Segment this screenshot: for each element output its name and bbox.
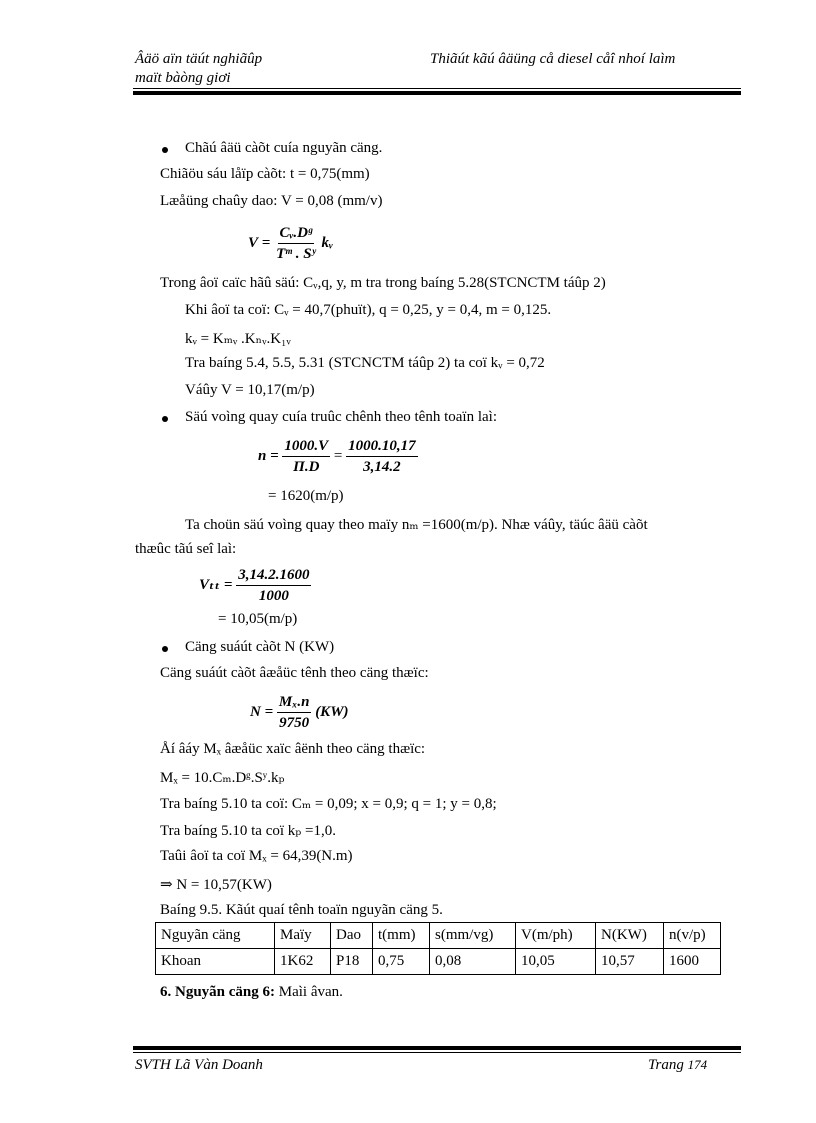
table-caption: Baíng 9.5. Kãút quaí tênh toaïn nguyãn cäng 5. [160, 902, 443, 918]
chosen-speed-line2: thæûc tãú seî laì: [135, 541, 237, 557]
footer-rule-thin [133, 1052, 741, 1053]
formula-velocity-denominator: Tᵐ . Sʸ [276, 246, 316, 262]
header-left-line2: maït bàòng giơi [135, 70, 231, 86]
formula-power-fraction [277, 693, 312, 732]
kp-value: Tra baíng 5.10 ta coï kₚ =1,0. [160, 823, 336, 839]
cutting-regime-title: Chãú âäü càõt cuía nguyãn cäng. [185, 140, 383, 156]
table-header-cell: Nguyãn cäng [156, 923, 275, 949]
table-header-cell: Dao [331, 923, 373, 949]
bullet-2 [162, 416, 168, 422]
footer-page-number: 174 [687, 1057, 708, 1072]
mx-intro: Åí âáy Mₓ âæåüc xaïc âënh theo cäng thæïc: [160, 741, 426, 757]
feed-rate: Læåüng chaûy dao: V = 0,08 (mm/v) [160, 193, 383, 209]
table-header-cell: N(KW) [596, 923, 664, 949]
speed-result: = 1620(m/p) [268, 488, 344, 504]
table-header-cell: V(m/ph) [516, 923, 596, 949]
table-cell: 0,08 [430, 949, 516, 975]
spindle-speed-title: Säú voìng quay cuía truûc chênh theo tênh toaïn laì: [185, 409, 497, 425]
table-header-cell: n(v/p) [664, 923, 721, 949]
formula-speed-fraction-2 [346, 437, 418, 476]
table-cell: P18 [331, 949, 373, 975]
power-value: ⇒ N = 10,57(KW) [160, 877, 272, 893]
table-cell: Khoan [156, 949, 275, 975]
formula-actual-velocity-lhs: Vₜₜ [199, 576, 221, 593]
results-table [155, 922, 721, 975]
formula-velocity-lhs: V [248, 234, 259, 251]
footer-page [648, 1057, 707, 1074]
formula-speed-fraction-1 [282, 437, 330, 476]
formula-power-unit: (KW) [315, 703, 349, 720]
power-intro: Cäng suáút càõt âæåüc tênh theo cäng thæïc: [160, 665, 429, 681]
formula-actual-velocity: Vₜₜ = $\frac{3,14.2.1600}{1000}$ [199, 567, 310, 604]
formula-velocity-tail: kᵥ [321, 234, 333, 251]
bullet-1 [162, 147, 168, 153]
formula-speed-numerator-2: 1000.10,17 [346, 437, 418, 457]
footer-rule-thick [133, 1046, 741, 1050]
cm-values: Tra baíng 5.10 ta coï: Cₘ = 0,09; x = 0,9; q = 1; y = 0,8; [160, 796, 497, 812]
formula-actual-velocity-numerator: 3,14.2.1600 [236, 566, 311, 586]
table-header-cell: t(mm) [373, 923, 430, 949]
formula-velocity: V = $\frac{\text{Cᵥ.Dᵍ}}{\text{Tᵐ . Sʸ}}$ kᵥ [248, 225, 333, 262]
next-section-label: 6. Nguyãn cäng 6: [160, 984, 276, 1000]
formula-actual-velocity-denominator: 1000 [258, 588, 289, 604]
kv-value: Tra baíng 5.4, 5.5, 5.31 (STCNCTM táûp 2) ta coï kᵥ = 0,72 [185, 355, 545, 371]
footer-author: SVTH Lã Vàn Doanh [135, 1057, 263, 1073]
mx-formula: Mₓ = 10.Cₘ.Dᵍ.Sʸ.kₚ [160, 770, 285, 786]
table-header-row [156, 923, 721, 949]
formula-power: N = $\frac{\text{Mₓ.n}}{9750}$ (KW) [250, 694, 349, 731]
header-rule-thin [133, 88, 741, 89]
table-cell: 1600 [664, 949, 721, 975]
table-row [156, 949, 721, 975]
header-left-line1: Âäö aïn täút nghiãûp [135, 51, 263, 67]
formula-speed-lhs: n [258, 447, 267, 464]
footer-page-label: Trang [648, 1057, 684, 1073]
chosen-speed-line1: Ta choün säú voìng quay theo maïy nₘ =1600(m/p). Nhæ váûy, täúc âäü càõt [185, 517, 648, 533]
table-header-cell: Maïy [275, 923, 331, 949]
cut-depth: Chiãöu sáu låïp càõt: t = 0,75(mm) [160, 166, 370, 182]
table-cell: 1K62 [275, 949, 331, 975]
table-cell: 10,57 [596, 949, 664, 975]
header-rule-thick [133, 91, 741, 95]
formula-power-denominator: 9750 [279, 715, 310, 731]
kv-formula: kᵥ = Kₘᵥ .Kₙᵥ.K₁ᵥ [185, 331, 291, 347]
formula-speed: n = $\frac{1000.V}{\Pi.D}$ = $\frac{1000.10,17}{3,14.2}$ [258, 438, 416, 475]
formula-speed-denominator-1: Π.D [293, 459, 320, 475]
formula-velocity-fraction [274, 224, 318, 263]
table-header-cell: s(mm/vg) [430, 923, 516, 949]
cutting-power-title: Cäng suáút càõt N (KW) [185, 639, 335, 655]
header-right: Thiãút kãú âäüng cå diesel cåî nhoí laìm [430, 51, 676, 67]
formula-power-lhs: N [250, 703, 261, 720]
mx-value: Taûi âoï ta coï Mₓ = 64,39(N.m) [160, 848, 353, 864]
coefficient-note: Trong âoï caïc hãû säú: Cᵥ,q, y, m tra trong baíng 5.28(STCNCTM táûp 2) [160, 275, 606, 291]
formula-speed-denominator-2: 3,14.2 [363, 459, 401, 475]
coefficient-values: Khi âoï ta coï: Cᵥ = 40,7(phuït), q = 0,25, y = 0,4, m = 0,125. [185, 302, 552, 318]
next-section [160, 984, 343, 1001]
actual-velocity-result: = 10,05(m/p) [218, 611, 298, 627]
next-section-text: Maìi âvan. [275, 984, 343, 1000]
formula-speed-numerator-1: 1000.V [282, 437, 330, 457]
velocity-value: Váûy V = 10,17(m/p) [185, 382, 315, 398]
formula-actual-velocity-fraction [236, 566, 311, 605]
formula-power-numerator: Mₓ.n [277, 693, 312, 713]
formula-velocity-numerator: Cᵥ.Dᵍ [278, 224, 315, 244]
table-cell: 10,05 [516, 949, 596, 975]
bullet-3 [162, 646, 168, 652]
table-cell: 0,75 [373, 949, 430, 975]
